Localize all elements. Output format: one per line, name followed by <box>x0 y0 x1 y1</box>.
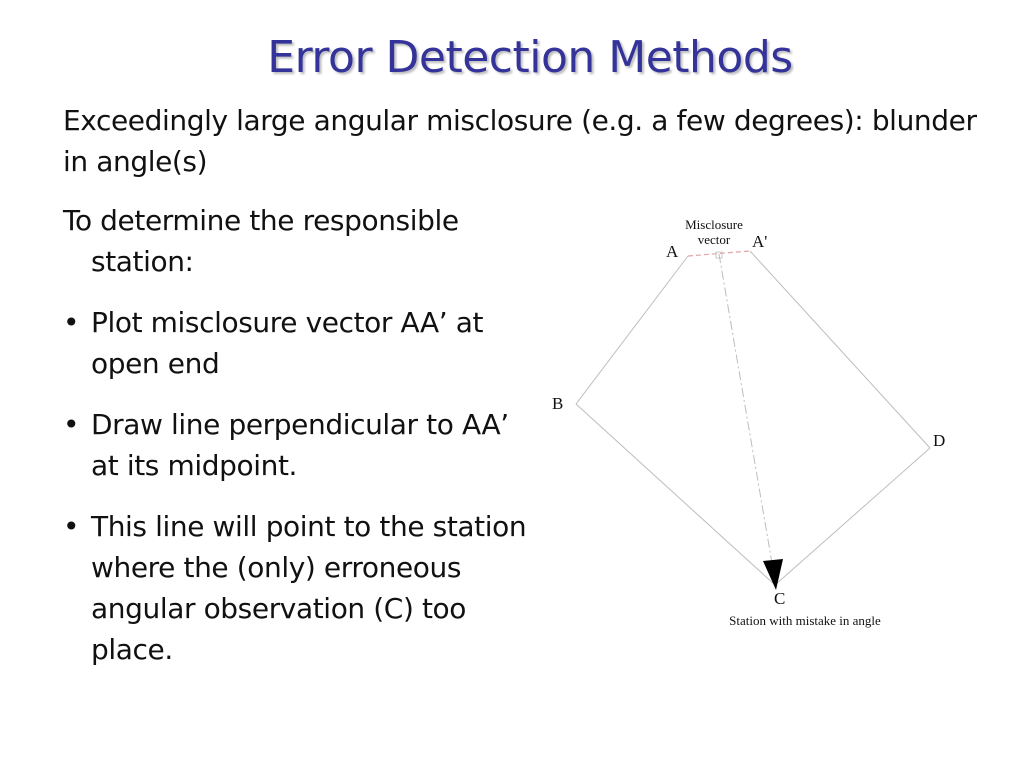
bullet-list <box>63 302 533 670</box>
list-item <box>63 404 533 486</box>
label-point-b: B <box>552 394 564 413</box>
lead-text: To determine the responsible station: <box>63 204 459 278</box>
list-item <box>63 506 533 670</box>
edge-a-b <box>576 256 688 404</box>
traverse-diagram <box>540 205 970 635</box>
bullet-icon: • <box>63 510 80 543</box>
slide-title: Error Detection Methods <box>267 32 793 83</box>
edge-b-c <box>576 404 775 585</box>
label-point-c: C <box>774 589 786 608</box>
arrowhead-icon <box>763 559 783 590</box>
bullet-text: Plot misclosure vector AA’ at open end <box>91 306 484 380</box>
bullet-text: Draw line perpendicular to AA’ at its midpoint. <box>91 408 509 482</box>
edge-d-a-prime <box>750 251 930 448</box>
instructions <box>63 200 533 690</box>
vector-label-line1: Misclosure <box>685 217 743 232</box>
bullet-text: This line will point to the station where the (only) erroneous angular observation (C) too place. <box>91 510 527 666</box>
label-point-a-prime: A' <box>752 232 768 251</box>
diagram-caption: Station with mistake in angle <box>729 613 881 628</box>
bullet-icon: • <box>63 408 80 441</box>
list-item <box>63 302 533 384</box>
vector-label-line2: vector <box>697 232 731 247</box>
intro-text: Exceedingly large angular misclosure (e.g. a few degrees): blunder in angle(s) <box>63 104 977 178</box>
label-point-d: D <box>933 431 946 450</box>
label-point-a: A <box>666 242 679 261</box>
edge-c-d <box>775 448 930 585</box>
perpendicular-bisector <box>719 254 772 563</box>
bullet-icon: • <box>63 306 80 339</box>
